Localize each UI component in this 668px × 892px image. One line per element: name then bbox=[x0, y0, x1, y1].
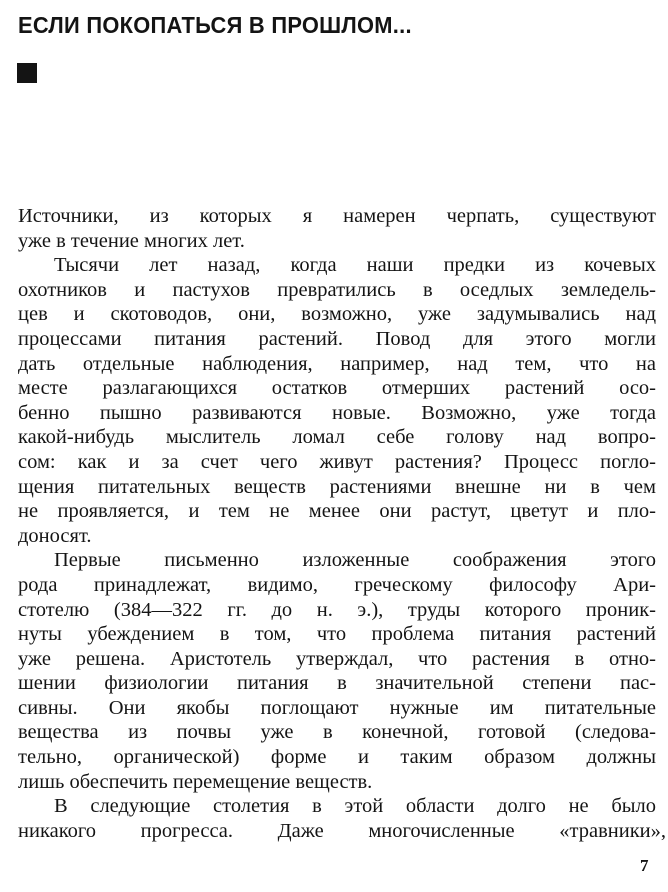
text-line: какой-нибудь мыслитель ломал себе голову над вопро- bbox=[18, 426, 656, 449]
text-line: бенно пышно развиваются новые. Возможно, уже тогда bbox=[18, 401, 656, 424]
text-line: охотников и пастухов превратились в оседлых земледель- bbox=[18, 278, 656, 301]
paragraph bbox=[18, 794, 666, 843]
text-line: дать отдельные наблюдения, например, над тем, что на bbox=[18, 352, 656, 375]
text-line: В следующие столетия в этой области долго не было bbox=[54, 795, 656, 818]
chapter-heading: ЕСЛИ ПОКОПАТЬСЯ В ПРОШЛОМ... bbox=[18, 12, 412, 38]
text-line: не проявляется, и тем не менее они растут, цветут и пло- bbox=[18, 500, 656, 523]
text-line: сивны. Они якобы поглощают нужные им питательные bbox=[18, 696, 656, 719]
text-line: цев и скотоводов, они, возможно, уже задумывались над bbox=[18, 303, 656, 326]
text-line: стотелю (384—322 гг. до н. э.), труды которого проник- bbox=[18, 598, 656, 621]
text-line: шении физиологии питания в значительной степени пас- bbox=[18, 672, 656, 695]
text-line: лишь обеспечить перемещение веществ. bbox=[18, 770, 373, 793]
text-line: Источники, из которых я намерен черпать, существуют bbox=[18, 205, 656, 227]
page-number: 7 bbox=[640, 856, 649, 875]
text-line: тельно, органической) форме и таким образом должны bbox=[18, 746, 656, 769]
body-text bbox=[18, 204, 666, 843]
paragraph bbox=[18, 253, 656, 548]
paragraph bbox=[18, 548, 656, 794]
text-line: уже решена. Аристотель утверждал, что растения в отно- bbox=[18, 647, 656, 670]
text-line: нуты убеждением в том, что проблема питания растений bbox=[18, 623, 656, 646]
paragraph bbox=[18, 204, 656, 253]
text-line: сом: как и за счет чего живут растения? Процесс погло- bbox=[18, 450, 656, 473]
text-line: щения питательных веществ растениями внешне ни в чем bbox=[18, 475, 656, 498]
text-line: процессами питания растений. Повод для этого могли bbox=[18, 327, 656, 350]
text-line: уже в течение многих лет. bbox=[18, 229, 245, 252]
text-line: Тысячи лет назад, когда наши предки из кочевых bbox=[54, 254, 656, 277]
text-line: Первые письменно изложенные соображения этого bbox=[54, 549, 656, 572]
text-line: рода принадлежат, видимо, греческому философу Ари- bbox=[18, 573, 656, 596]
text-line: месте разлагающихся остатков отмерших растений осо- bbox=[18, 377, 656, 400]
section-marker-square bbox=[17, 63, 37, 83]
text-line: никакого прогресса. Даже многочисленные «травники», bbox=[18, 819, 666, 842]
text-line: вещества из почвы уже в конечной, готовой (следова- bbox=[18, 721, 656, 744]
text-line: доносят. bbox=[18, 524, 92, 547]
